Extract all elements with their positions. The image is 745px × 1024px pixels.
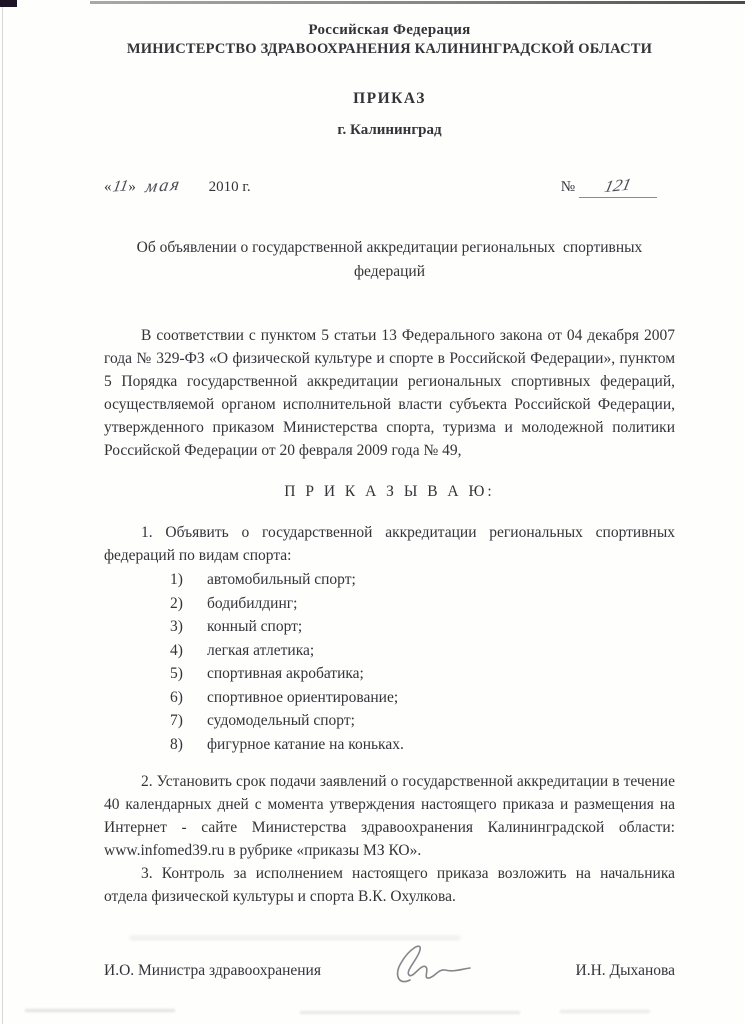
scan-left-edge-artifact <box>2 7 3 1024</box>
signature-icon <box>382 940 474 988</box>
scan-smudge-artifact <box>560 1010 650 1013</box>
order-number-group <box>561 176 657 198</box>
order-title: Об объявлении о государственной аккредитации региональных спортивных федераций <box>136 239 647 280</box>
order-item-3: 3. Контроль за исполнением настоящего приказа возложить на начальника отдела физической культуры и спорта В.К. Охулкова. <box>104 865 675 905</box>
header-ministry: МИНИСТЕРСТВО ЗДРАВООХРАНЕНИЯ КАЛИНИНГРАДСКОЙ ОБЛАСТИ <box>126 41 653 57</box>
scan-top-edge-artifact <box>90 1 745 4</box>
signature-block <box>104 954 675 988</box>
document-type-heading: ПРИКАЗ <box>353 90 426 107</box>
scan-smudge-artifact <box>25 1009 175 1012</box>
list-item <box>170 639 675 663</box>
list-item-number: 6) <box>170 688 183 706</box>
list-item <box>170 662 675 686</box>
signatory-position: И.О. Министра здравоохранения <box>104 962 321 979</box>
list-item <box>170 709 675 733</box>
header-country: Российская Федерация <box>308 22 471 38</box>
list-item-number: 2) <box>170 594 183 612</box>
handwritten-month: мая <box>143 173 183 197</box>
handwritten-order-number: 121 <box>602 174 634 197</box>
order-item-2: 2. Установить срок подачи заявлений о государственной аккредитации в течение 40 календарных дней с момента утверждения настоящего приказа и размещения на Интернет - сайте Министерства здравоохранения Калининградской области: www.infomed39.ru в рубрике «приказы МЗ КО». <box>104 773 675 859</box>
order-word: П Р И К А З Ы В А Ю: <box>284 483 495 500</box>
list-item-label: конный спорт; <box>207 618 303 635</box>
open-quote: « <box>104 179 112 195</box>
list-item <box>170 568 675 592</box>
close-quote: » <box>128 179 136 195</box>
list-item <box>170 615 675 639</box>
list-item-label: легкая атлетика; <box>207 641 315 659</box>
header-city: г. Калининград <box>337 122 442 138</box>
list-item-label: автомобильный спорт; <box>207 571 356 588</box>
list-item-label: спортивное ориентирование; <box>207 688 399 706</box>
list-item <box>170 592 675 616</box>
list-item-label: спортивная акробатика; <box>207 665 364 682</box>
list-item <box>170 733 675 757</box>
list-item-number: 1) <box>170 571 183 588</box>
list-item-label: бодибилдинг; <box>207 594 298 612</box>
list-item <box>170 686 675 710</box>
sports-list <box>104 568 675 756</box>
scan-smudge-artifact <box>300 1011 520 1014</box>
list-item-number: 8) <box>170 735 183 753</box>
list-item-label: фигурное катание на коньках. <box>207 735 404 753</box>
signatory-name: И.Н. Дыханова <box>575 962 675 979</box>
list-item-number: 5) <box>170 665 183 682</box>
list-item-number: 4) <box>170 641 183 659</box>
handwritten-order-number-field <box>579 176 657 198</box>
handwritten-day: 11 <box>110 177 130 196</box>
scan-corner-artifact <box>0 0 17 7</box>
order-item-1: 1. Объявить о государственной аккредитации региональных спортивных федераций по видам спорта: <box>104 524 675 564</box>
list-item-number: 7) <box>170 712 183 729</box>
list-item-label: судомодельный спорт; <box>207 712 355 729</box>
date-number-row <box>104 175 675 198</box>
number-label: № <box>560 179 575 195</box>
preamble-paragraph: В соответствии с пунктом 5 статьи 13 Федерального закона от 04 декабря 2007 года № 329-ФЗ «О физической культуре и спорте в Российской Федерации», пунктом 5 Порядка государственной аккредитации региональных спортивных федераций, осуществляемой органом исполнительной власти субъекта Российской Федерации, утвержденного приказом Министерства спорта, туризма и молодежной политики Российской Федерации от 20 февраля 2009 года № 49, <box>104 327 675 459</box>
scan-smudge-artifact <box>130 936 460 940</box>
date-group <box>104 175 251 196</box>
list-item-number: 3) <box>170 618 183 635</box>
date-year: 2010 г. <box>208 179 251 195</box>
